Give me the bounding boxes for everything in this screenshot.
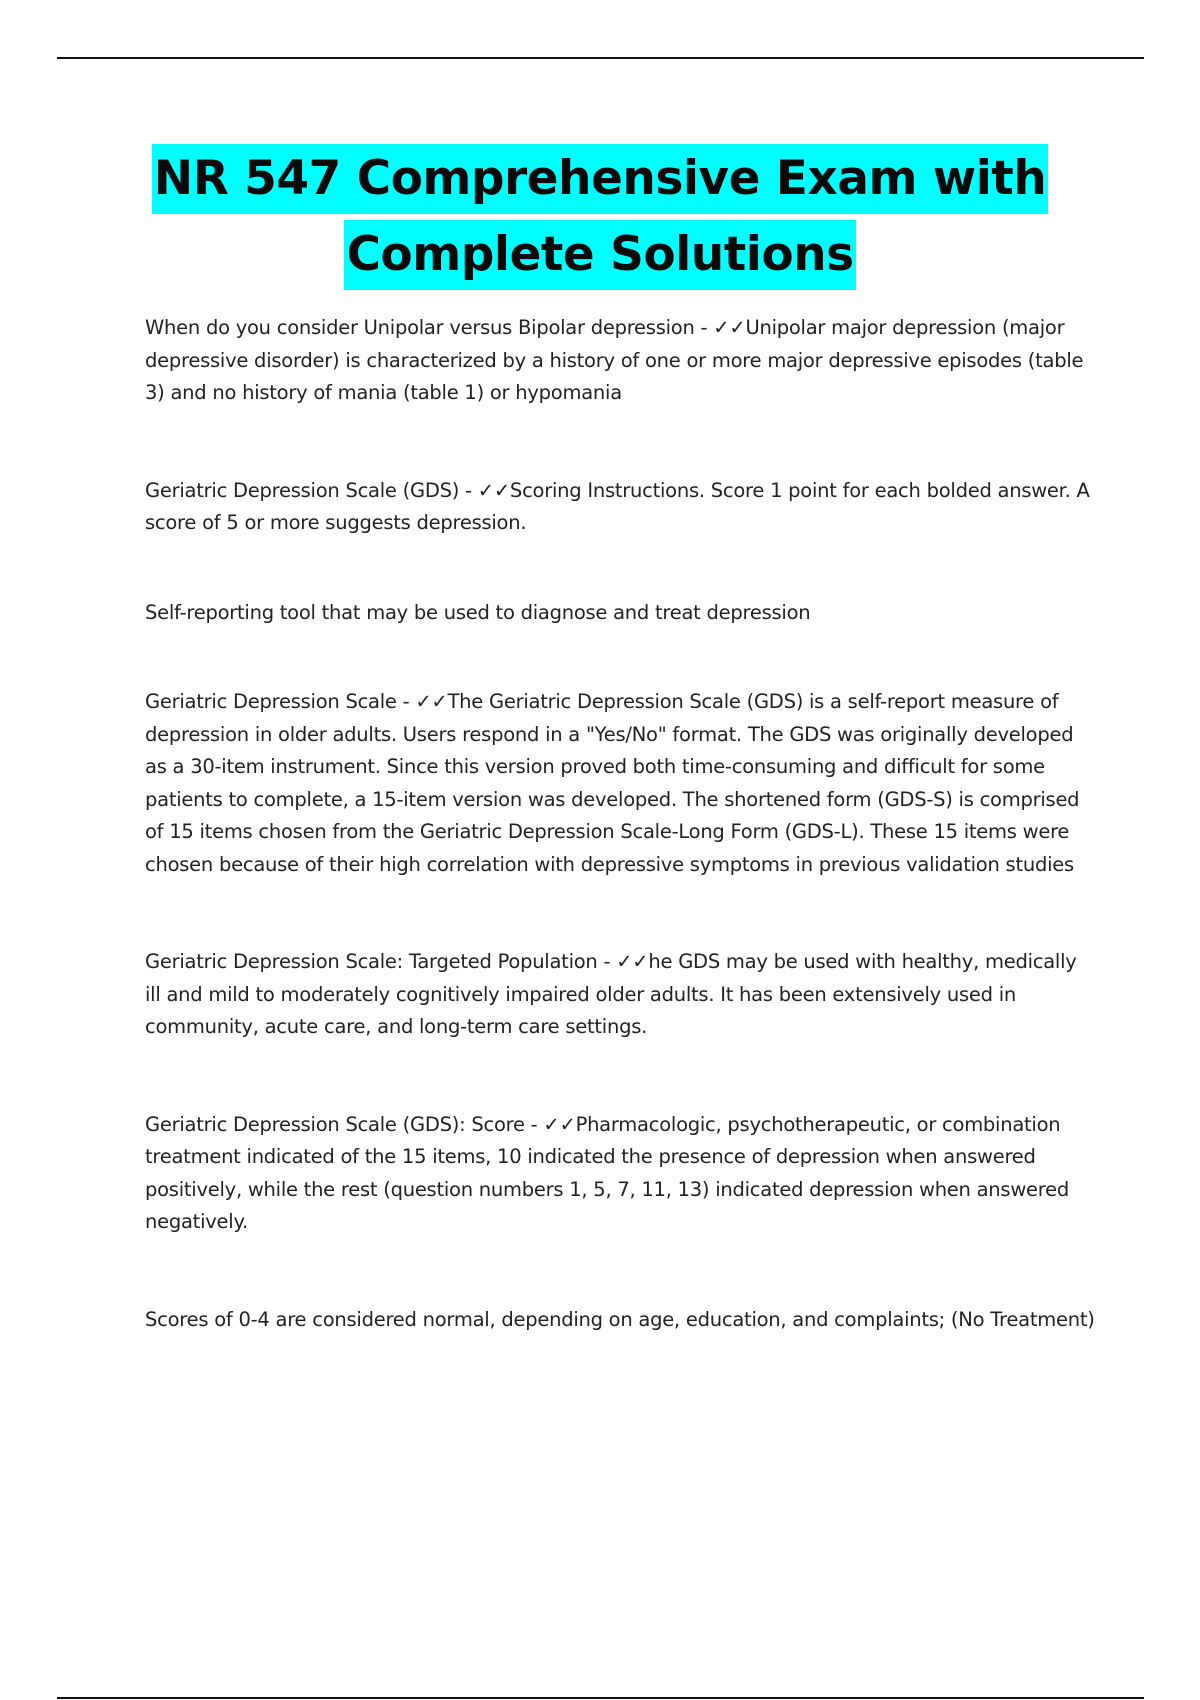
qa-entry-gds-description: Geriatric Depression Scale - ✓✓The Geriatric Depression Scale (GDS) is a self-report measure of depression in older adults. Users respond in a "Yes/No" format. The GDS was originally developed as a 30-item instrument. Since this version proved both time-consuming and difficult for some patients to complete, a 15-item version was developed. The shortened form (GDS-S) is comprised of 15 items chosen from the Geriatric Depression Scale-Long Form (GDS-L). These 15 items were chosen because of their high correlation with depressive symptoms in previous validation studies [145,690,1080,876]
qa-entry-gds-scoring: Geriatric Depression Scale (GDS) - ✓✓Scoring Instructions. Score 1 point for each bolded answer. A score of 5 or more suggests depression. [145,478,1090,534]
qa-entry-gds-score: Geriatric Depression Scale (GDS): Score - ✓✓Pharmacologic, psychotherapeutic, or combination treatment indicated of the 15 items, 10 indicated the presence of depression when answered positively, while the rest (question numbers 1, 5, 7, 11, 13) indicated depression when answered negatively. [145,1112,1069,1233]
qa-entry-unipolar-bipolar: When do you consider Unipolar versus Bipolar depression - ✓✓Unipolar major depression (major depressive disorder) is characterized by a history of one or more major depressive episodes (table 3) and no history of mania (table 1) or hypomania [145,316,1084,404]
title-line-2: Complete Solutions [344,220,855,290]
qa-entry-self-report: Self-reporting tool that may be used to diagnose and treat depression [145,600,811,624]
footer-rule [57,1697,1144,1699]
header-rule [57,57,1144,59]
document-title [0,144,1200,290]
qa-entry-gds-population: Geriatric Depression Scale: Targeted Population - ✓✓he GDS may be used with healthy, medically ill and mild to moderately cognitively impaired older adults. It has been extensively used in community, acute care, and long-term care settings. [145,950,1077,1038]
qa-entry-normal-scores: Scores of 0-4 are considered normal, depending on age, education, and complaints; (No Treatment) [145,1307,1095,1331]
title-line-1: NR 547 Comprehensive Exam with [152,144,1049,214]
document-body [145,312,1095,1336]
